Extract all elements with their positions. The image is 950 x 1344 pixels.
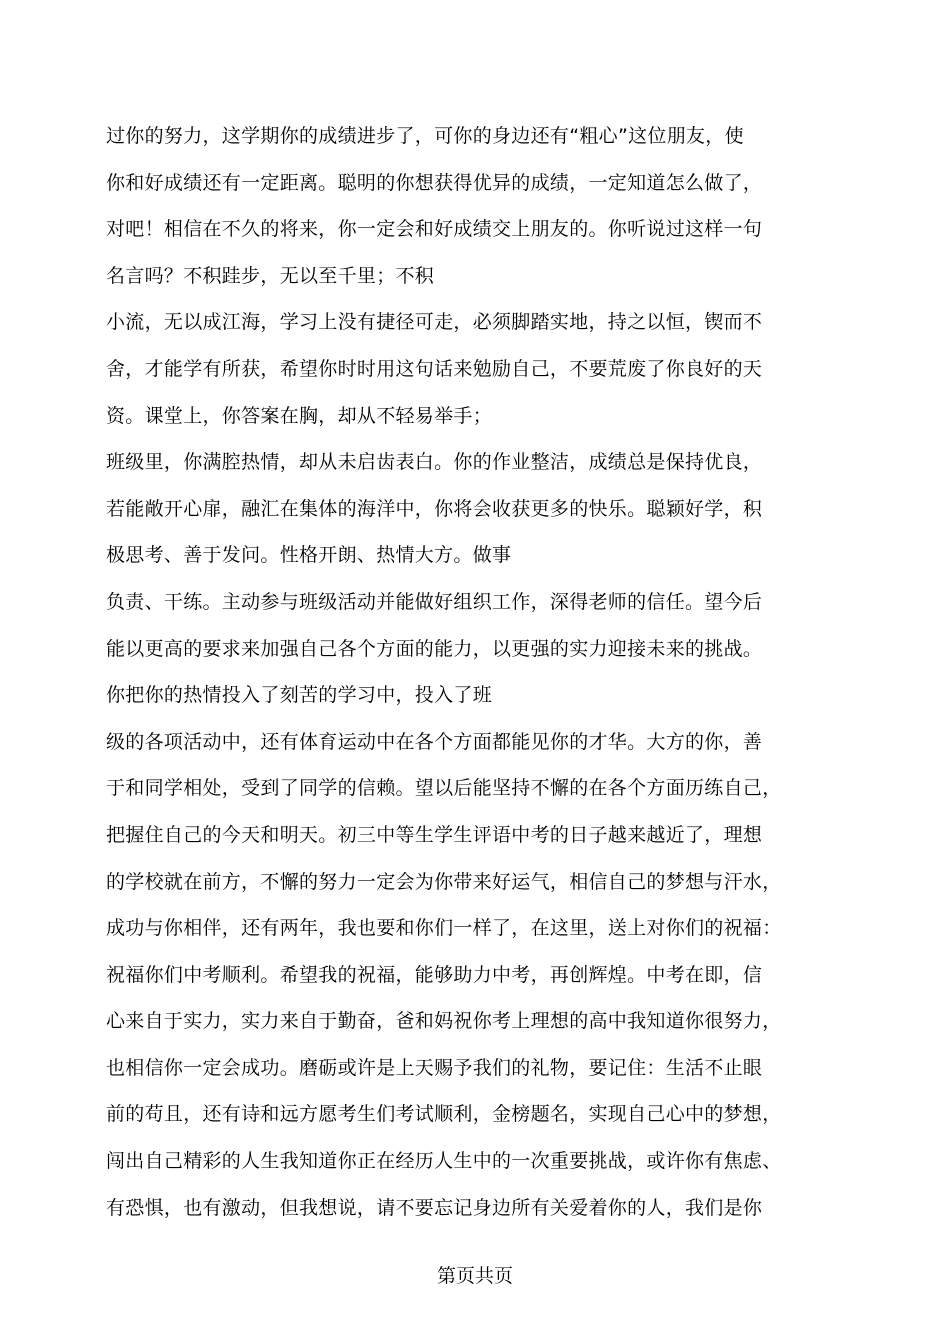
text-line: 成功与你相伴，还有两年，我也要和你们一样了，在这里，送上对你们的祝福： (106, 917, 782, 940)
text-line: 前的苟且，还有诗和远方愿考生们考试顺利，金榜题名，实现自己心中的梦想， (106, 1103, 782, 1126)
text-line: 班级里，你满腔热情，却从未启齿表白。你的作业整洁，成绩总是保持优良， (106, 451, 763, 474)
text-line: 小流，无以成江海，学习上没有捷径可走，必须脚踏实地，持之以恒，锲而不 (106, 311, 763, 334)
text-line: 有恐惧，也有激动，但我想说，请不要忘记身边所有关爱着你的人，我们是你 (106, 1196, 763, 1219)
text-line: 你和好成绩还有一定距离。聪明的你想获得优异的成绩，一定知道怎么做了， (106, 171, 763, 194)
text-line: 能以更高的要求来加强自己各个方面的能力，以更强的实力迎接未来的挑战。 (106, 637, 763, 660)
text-line: 也相信你一定会成功。磨砺或许是上天赐予我们的礼物，要记住：生活不止眼 (106, 1056, 763, 1079)
text-line: 对吧！相信在不久的将来，你一定会和好成绩交上朋友的。你听说过这样一句 (106, 218, 763, 241)
text-line: 负责、干练。主动参与班级活动并能做好组织工作，深得老师的信任。望今后 (106, 590, 763, 613)
document-body (106, 113, 852, 1231)
text-line: 于和同学相处，受到了同学的信赖。望以后能坚持不懈的在各个方面历练自己， (106, 777, 782, 800)
page-footer: 第页共页 (436, 1265, 513, 1287)
text-line: 名言吗？不积跬步，无以至千里；不积 (106, 264, 435, 287)
text-line: 过你的努力，这学期你的成绩进步了，可你的身边还有“粗心”这位朋友，使 (106, 125, 744, 147)
text-line: 资。课堂上，你答案在胸，却从不轻易举手； (106, 404, 493, 427)
text-line: 若能敞开心扉，融汇在集体的海洋中，你将会收获更多的快乐。聪颖好学，积 (106, 497, 763, 520)
text-line: 级的各项活动中，还有体育运动中在各个方面都能见你的才华。大方的你，善 (106, 730, 763, 753)
text-line: 心来自于实力，实力来自于勤奋，爸和妈祝你考上理想的高中我知道你很努力， (106, 1010, 782, 1033)
text-line: 祝福你们中考顺利。希望我的祝福，能够助力中考，再创辉煌。中考在即，信 (106, 963, 763, 986)
text-line: 你把你的热情投入了刻苦的学习中，投入了班 (106, 684, 493, 707)
text-line: 的学校就在前方，不懈的努力一定会为你带来好运气，相信自己的梦想与汗水， (106, 870, 782, 893)
text-line: 极思考、善于发问。性格开朗、热情大方。做事 (106, 544, 512, 567)
text-line: 舍，才能学有所获，希望你时时用这句话来勉励自己，不要荒废了你良好的天 (106, 357, 763, 380)
text-line: 把握住自己的今天和明天。初三中等生学生评语中考的日子越来越近了，理想 (106, 823, 763, 846)
text-line: 闯出自己精彩的人生我知道你正在经历人生中的一次重要挑战，或许你有焦虑、 (106, 1150, 782, 1173)
